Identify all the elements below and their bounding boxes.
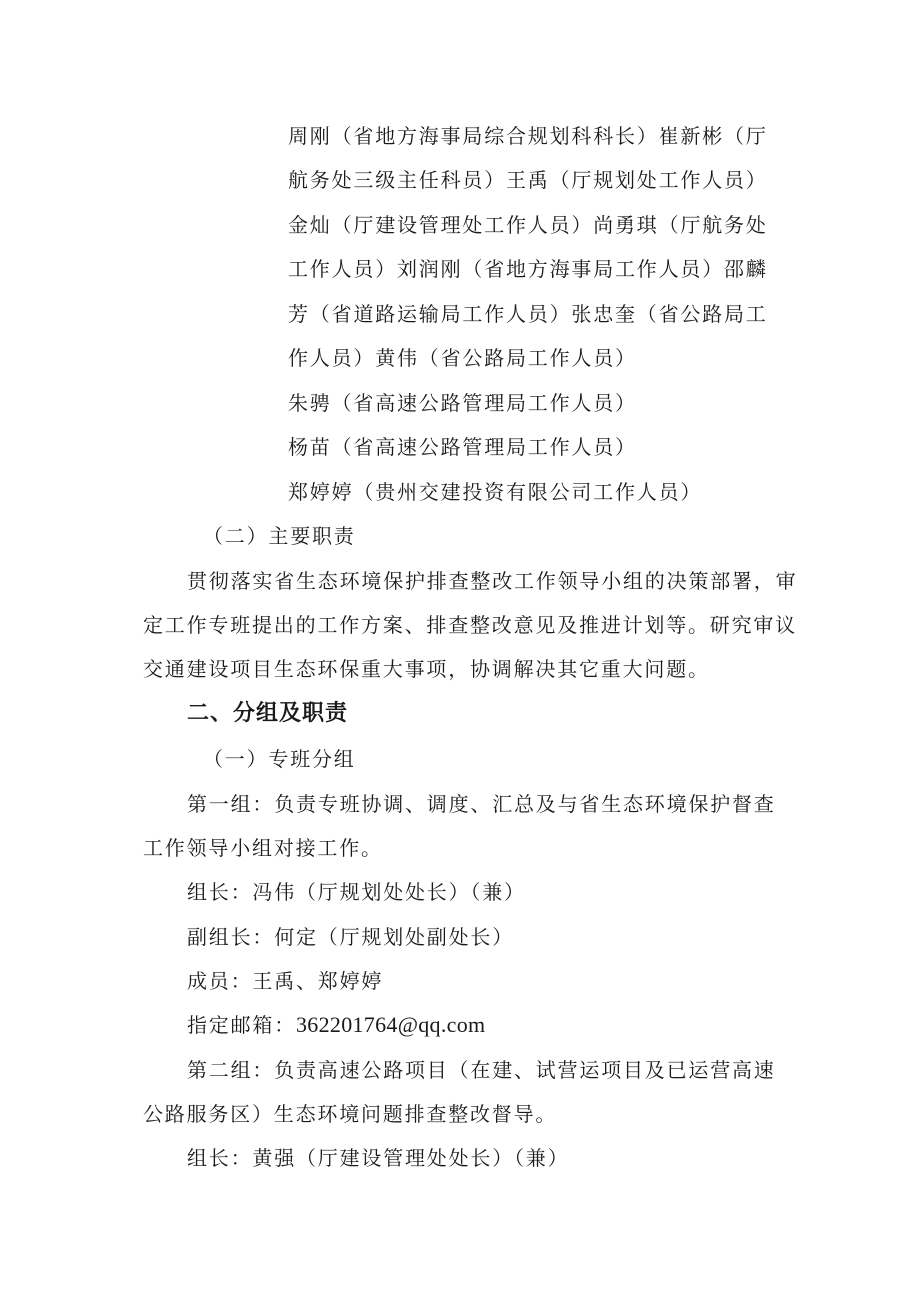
member-line: 周刚（省地方海事局综合规划科科长）崔新彬（厅 bbox=[288, 124, 768, 148]
subheading-groups: （一）专班分组 bbox=[203, 747, 356, 771]
group2-description-line: 第二组：负责高速公路项目（在建、试营运项目及已运营高速 bbox=[187, 1058, 776, 1082]
member-line: 工作人员）刘润刚（省地方海事局工作人员）邵麟 bbox=[288, 257, 768, 281]
member-line: 杨苗（省高速公路管理局工作人员） bbox=[288, 435, 637, 459]
section-heading: 二、分组及职责 bbox=[187, 701, 349, 726]
duties-paragraph-line: 贯彻落实省生态环境保护排查整改工作领导小组的决策部署，审 bbox=[187, 569, 798, 593]
group1-members: 成员：王禹、郑婷婷 bbox=[187, 969, 384, 993]
group2-description-line: 公路服务区）生态环境问题排查整改督导。 bbox=[143, 1102, 558, 1126]
email-label: 指定邮箱： bbox=[187, 1013, 296, 1037]
member-line: 芳（省道路运输局工作人员）张忠奎（省公路局工 bbox=[288, 302, 768, 326]
duties-paragraph-line: 定工作专班提出的工作方案、排查整改意见及推进计划等。研究审议 bbox=[143, 613, 797, 637]
duties-paragraph-line: 交通建设项目生态环保重大事项，协调解决其它重大问题。 bbox=[143, 657, 710, 681]
member-line: 金灿（厅建设管理处工作人员）尚勇琪（厅航务处 bbox=[288, 213, 768, 237]
group2-leader: 组长：黄强（厅建设管理处处长）（兼） bbox=[187, 1146, 570, 1170]
group1-email-row bbox=[187, 1012, 485, 1038]
group1-deputy-leader: 副组长：何定（厅规划处副处长） bbox=[187, 925, 514, 949]
member-line: 郑婷婷（贵州交建投资有限公司工作人员） bbox=[288, 480, 703, 504]
subheading-main-duties: （二）主要职责 bbox=[203, 524, 356, 548]
email-address: 362201764@qq.com bbox=[296, 1012, 486, 1037]
group1-description-line: 工作领导小组对接工作。 bbox=[143, 836, 383, 860]
group1-description-line: 第一组：负责专班协调、调度、汇总及与省生态环境保护督查 bbox=[187, 792, 776, 816]
member-line: 作人员）黄伟（省公路局工作人员） bbox=[288, 346, 637, 370]
member-line: 航务处三级主任科员）王禹（厅规划处工作人员） bbox=[288, 168, 768, 192]
member-line: 朱骋（省高速公路管理局工作人员） bbox=[288, 391, 637, 415]
group1-leader: 组长：冯伟（厅规划处处长）（兼） bbox=[187, 880, 526, 904]
